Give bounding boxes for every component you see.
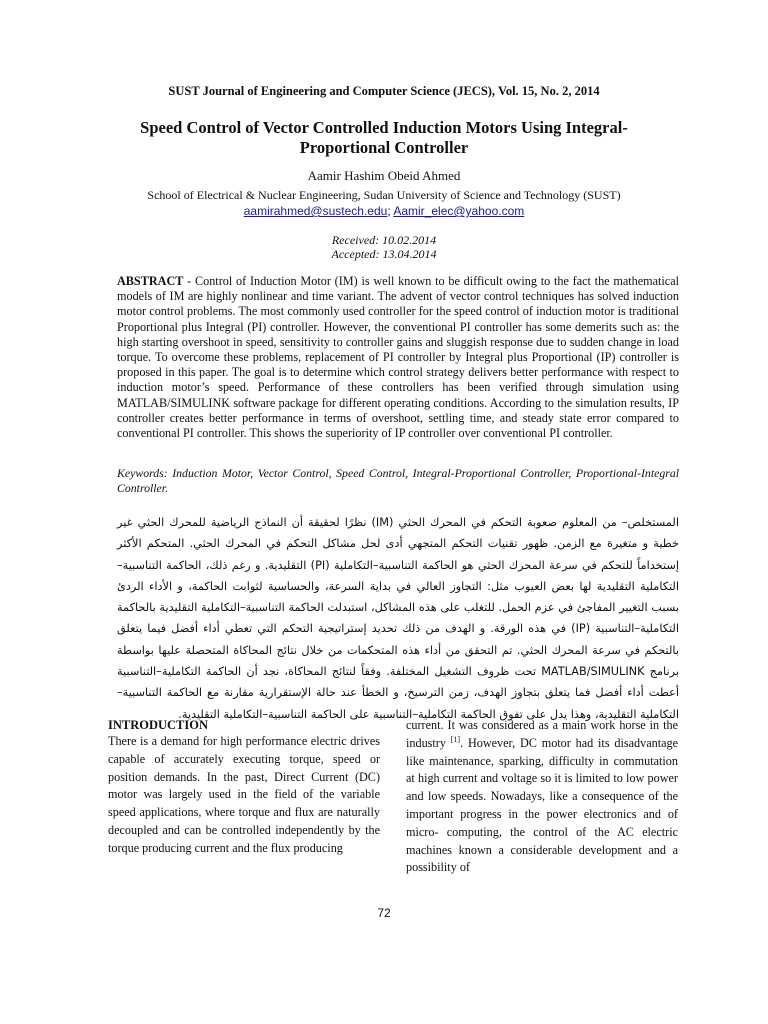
journal-header: SUST Journal of Engineering and Computer Science (JECS), Vol. 15, No. 2, 2014: [168, 84, 600, 98]
introduction-text-right-b: . However, DC motor had its disadvantage like maintenance, sparking, difficulty in commutation at high current and voltage so it is limited to low power and low speeds. Nowadays, like a consequence of the important progress in the power electronics and of micro- computing, the control of the AC electric machines known a considerable development and a possibility of: [406, 735, 678, 875]
email-link-1[interactable]: aamirahmed@sustech.edu: [243, 204, 388, 218]
keywords: Keywords: Induction Motor, Vector Control, Speed Control, Integral-Proportional Controller, Proportional-Integral Controller.: [117, 466, 679, 495]
arabic-abstract: المستخلص– من المعلوم صعوبة التحكم في المحرك الحثي (IM) نظرًا لحقيقة أن النماذج الرياضية للمحرك الحثي غير خطية و متغيرة مع الزمن. ظهور تقنيات التحكم المتجهي أدى لحل مشاكل التحكم في المحرك الحثي. المتحكم الأكثر إستخداماً للتحكم في سرعة المحرك الحثي هو الحاكمة التناسبية–التكاملية (PI) التقليدية. و رغم ذلك، الحاكمة التناسبية–التكاملية التقليدية لها بعض العيوب مثل: التجاوز العالي في بداية السرعة، والحساسية لثوابت الحاكمة، و الأداء الردئ بسبب التغيير المفاجئ في عزم الحمل. للتغلب على هذه المشاكل، استبدلت الحاكمة التناسبية–التكاملية التقليدية بالحاكمة التكاملية–التناسبية (IP) في هذه الورقة. و الهدف من ذلك تحديد إستراتيجية التحكم التي تعطي أداء أفضل فيما يتعلق بالتحكم في سرعة المحرك الحثي. تم التحقق من أداء هذه المتحكمات من خلال نتائج المحاكاة المتحصلة عليها بواسطة برنامج MATLAB/SIMULINK تحت ظروف التشغيل المختلفة. وفقاً لنتائج المحاكاة، نجد أن الحاكمة التكاملية–التناسبية أعطت أداء أفضل فما يتعلق بتجاوز الهدف، زمن الترسيخ، و الخطأ عند حالة الإستقرارية مقارنة مع الحاكمة التناسبية–التكاملية التقليدية، وهذا يدل على تفوق الحاكمة التكاملية–التناسبية على الحاكمة التناسبية–التكاملية التقليدية.: [117, 516, 679, 721]
left-column: [108, 717, 380, 858]
right-column: [406, 717, 678, 877]
author-name: Aamir Hashim Obeid Ahmed: [307, 168, 461, 183]
paper-title: Speed Control of Vector Controlled Induction Motors Using Integral-Proportional Controller: [140, 118, 628, 157]
introduction-text-right-a: current. It was considered as a main work horse in the industry: [406, 718, 678, 750]
accepted-date: Accepted: 13.04.2014: [331, 247, 437, 261]
introduction-text-left: There is a demand for high performance electric drives capable of accurately executing torque, speed or position demands. In the past, Direct Current (DC) motor was largely used in the field of the variable speed applications, where torque and flux are naturally decoupled and can be controlled independently by the torque producing current and the flux producing: [108, 734, 380, 855]
submission-dates: [0, 233, 768, 261]
received-date: Received: 10.02.2014: [331, 233, 437, 247]
email-link-2[interactable]: Aamir_elec@yahoo.com: [393, 204, 525, 218]
abstract: [117, 274, 679, 441]
email-separator: ;: [387, 204, 391, 218]
page-number: 72: [377, 906, 391, 920]
abstract-label: ABSTRACT: [117, 274, 184, 288]
abstract-text: - Control of Induction Motor (IM) is well known to be difficult owing to the fact the mathematical models of IM are highly nonlinear and time variant. The advent of vector control techniques has solved induction motor control problems. The most commonly used controller for the speed control of induction motor is traditional Proportional plus Integral (PI) controller. However, the conventional PI controller has some demerits such as: the high starting overshoot in speed, sensitivity to controller gains and sluggish response due to sudden change in load torque. To overcome these problems, replacement of PI controller by Integral plus Proportional (IP) controller is proposed in this paper. The goal is to determine which control strategy delivers better performance with respect to induction motor’s speed. Performance of these controllers has been verified through simulation using MATLAB/SIMULINK software package for different operating conditions. According to the simulation results, IP controller creates better performance in terms of overshoot, settling time, and steady state error compared to conventional PI controller. This shows the superiority of IP controller over conventional PI controller.: [117, 274, 679, 441]
introduction-heading: INTRODUCTION: [108, 718, 209, 732]
author-affiliation: School of Electrical & Nuclear Engineering, Sudan University of Science and Technology (SUST): [147, 188, 621, 202]
reference-citation: [1]: [450, 734, 461, 744]
author-emails: [0, 204, 768, 218]
